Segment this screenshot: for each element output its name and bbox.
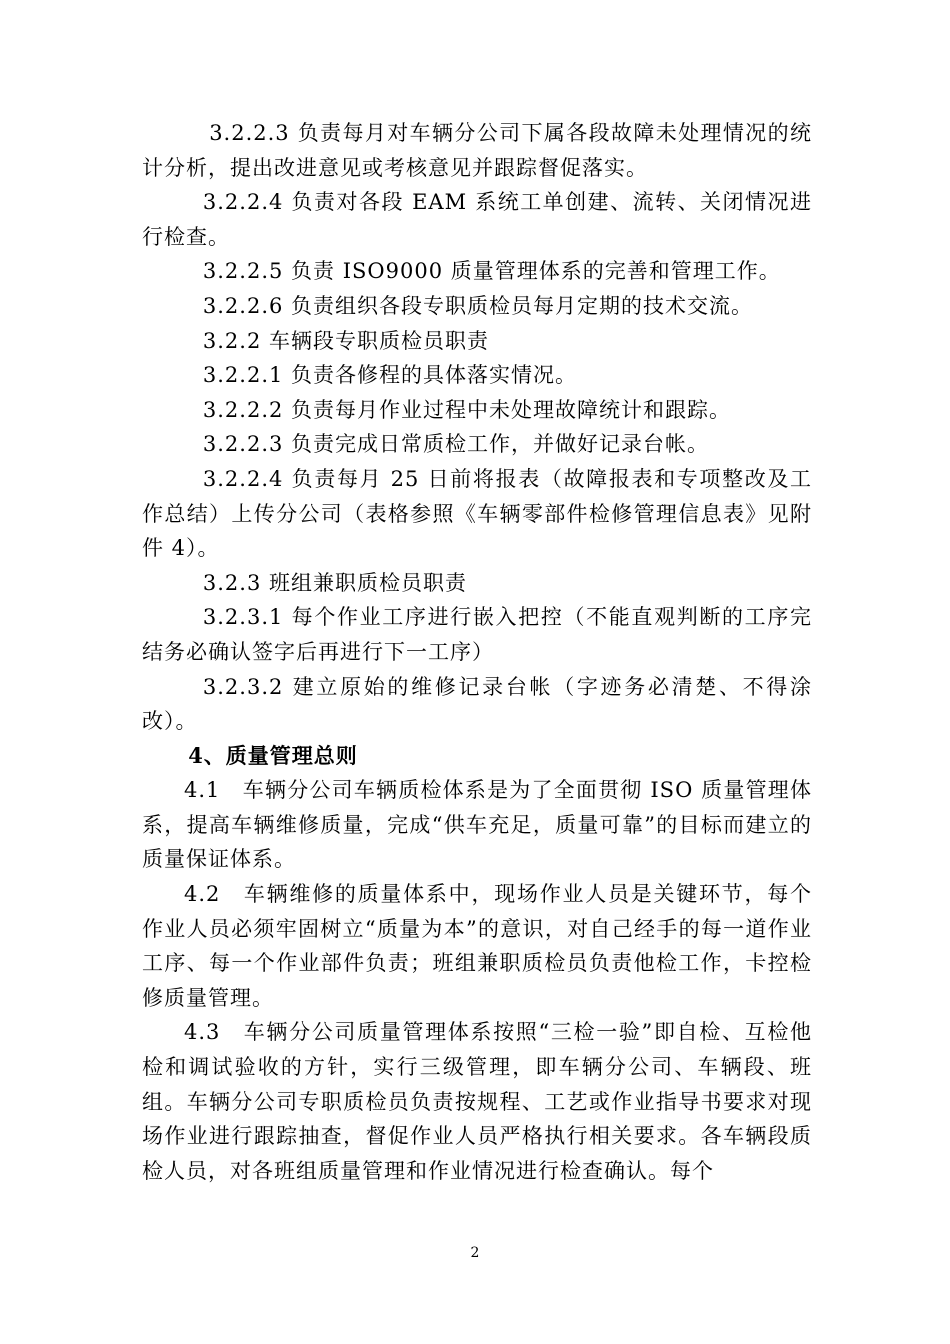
section-heading-3-2-2: 3.2.2 车辆段专职质检员职责 bbox=[202, 328, 489, 353]
paragraph-4-1: 4.1 车辆分公司车辆质检体系是为了全面贯彻 ISO 质量管理体系，提高车辆维修质量，完成“供车充足，质量可靠”的目标而建立的质量保证体系。 bbox=[142, 778, 812, 872]
page-number: 2 bbox=[470, 1245, 480, 1261]
paragraph-3-2-3-1: 3.2.3.1 每个作业工序进行嵌入把控（不能直观判断的工序完结务必确认签字后再进行下一工序） bbox=[142, 605, 812, 664]
paragraph-4-3: 4.3 车辆分公司质量管理体系按照“三检一验”即自检、互检他检和调试验收的方针，实行三级管理，即车辆分公司、车辆段、班组。车辆分公司专职质检员负责按规程、工艺或作业指导书要求对现场作业进行跟踪抽查，督促作业人员严格执行相关要求。各车辆段质检人员，对各班组质量管理和作业情况进行检查确认。每个 bbox=[142, 1020, 812, 1183]
paragraph-3-2-2-1: 3.2.2.1 负责各修程的具体落实情况。 bbox=[202, 363, 578, 388]
paragraph-3-2-2-5-iso9000: 3.2.2.5 负责 ISO9000 质量管理体系的完善和管理工作。 bbox=[202, 259, 781, 284]
paragraph-3-2-3-2: 3.2.3.2 建立原始的维修记录台帐（字迹务必清楚、不得涂改）。 bbox=[142, 674, 812, 734]
paragraph-3-2-2-6-exchange: 3.2.2.6 负责组织各段专职质检员每月定期的技术交流。 bbox=[202, 293, 754, 318]
paragraph-3-2-2-2: 3.2.2.2 负责每月作业过程中未处理故障统计和跟踪。 bbox=[202, 397, 732, 422]
paragraph-4-2: 4.2 车辆维修的质量体系中，现场作业人员是关键环节，每个作业人员必须牢固树立“质量为本”的意识，对自己经手的每一道作业工序、每一个作业部件负责；班组兼职质检员负责他检工作，卡控检修质量管理。 bbox=[142, 882, 812, 1010]
paragraph-3-2-2-3-records: 3.2.2.3 负责完成日常质检工作，并做好记录台帐。 bbox=[202, 432, 710, 457]
section-heading-4: 4、质量管理总则 bbox=[188, 742, 358, 768]
paragraph-3-2-2-3-analysis: 3.2.2.3 负责每月对车辆分公司下属各段故障未处理情况的统计分析，提出改进意见或考核意见并跟踪督促落实。 bbox=[142, 121, 812, 180]
paragraph-3-2-2-4-reports: 3.2.2.4 负责每月 25 日前将报表（故障报表和专项整改及工作总结）上传分公司（表格参照《车辆零部件检修管理信息表》见附件 4）。 bbox=[142, 466, 812, 561]
section-heading-3-2-3: 3.2.3 班组兼职质检员职责 bbox=[202, 570, 467, 595]
paragraph-3-2-2-4-eam: 3.2.2.4 负责对各段 EAM 系统工单创建、流转、关闭情况进行检查。 bbox=[142, 190, 812, 249]
